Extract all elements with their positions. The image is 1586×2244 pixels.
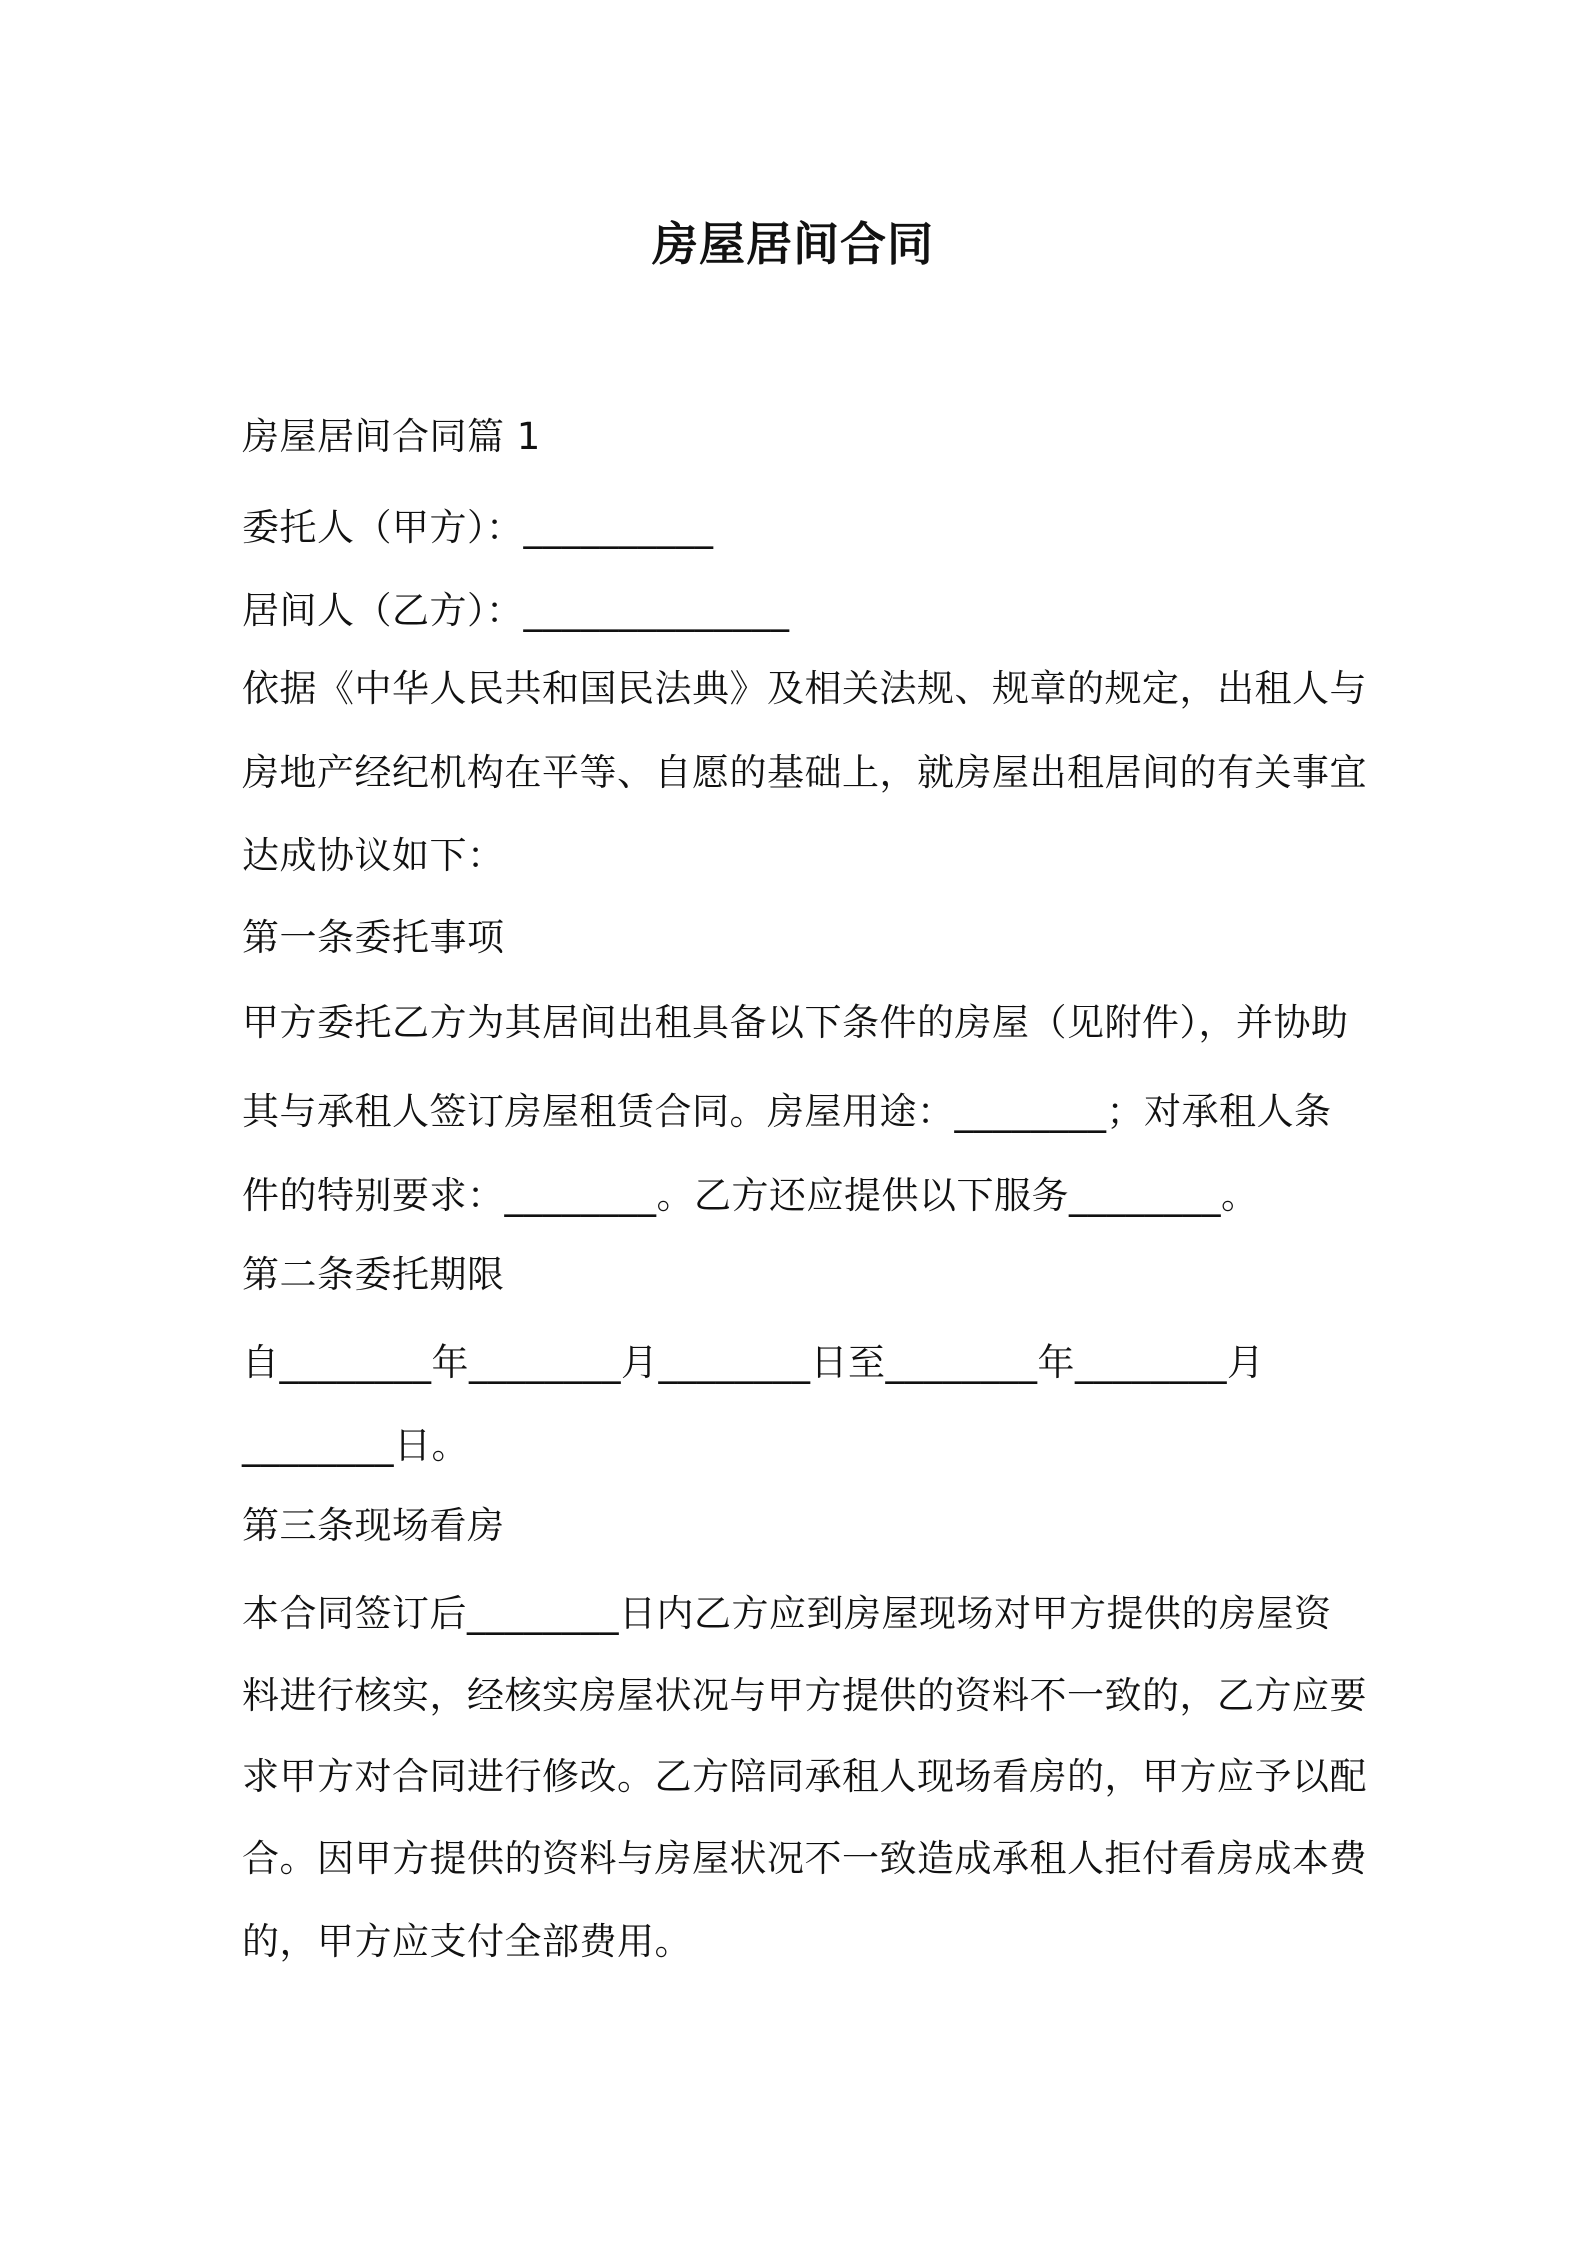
paragraph-line: 其与承租人签订房屋租赁合同。房屋用途：________；对承租人条	[242, 1090, 1332, 1133]
paragraph-line: ________日。	[242, 1424, 469, 1467]
paragraph-line: 依据《中华人民共和国民法典》及相关法规、规章的规定，出租人与	[242, 667, 1367, 710]
article-heading: 第三条现场看房	[242, 1504, 505, 1547]
paragraph-line: 甲方委托乙方为其居间出租具备以下条件的房屋（见附件），并协助	[242, 1001, 1349, 1044]
article-heading: 第一条委托事项	[242, 916, 505, 959]
paragraph-line: 本合同签订后________日内乙方应到房屋现场对甲方提供的房屋资	[242, 1592, 1332, 1635]
principal-party-line: 委托人（甲方）：__________	[242, 506, 714, 549]
section-heading: 房屋居间合同篇 1	[242, 415, 541, 458]
paragraph-line: 房地产经纪机构在平等、自愿的基础上，就房屋出租居间的有关事宜	[242, 751, 1367, 794]
document-title: 房屋居间合同	[652, 217, 934, 271]
paragraph-line: 自________年________月________日至________年________月	[242, 1341, 1265, 1384]
intermediary-party-line: 居间人（乙方）：______________	[242, 589, 790, 632]
paragraph-line: 件的特别要求：________。乙方还应提供以下服务________。	[242, 1174, 1259, 1217]
paragraph-line: 达成协议如下：	[242, 834, 505, 877]
paragraph-line: 的，甲方应支付全部费用。	[242, 1920, 692, 1963]
article-heading: 第二条委托期限	[242, 1253, 505, 1296]
paragraph-line: 料进行核实，经核实房屋状况与甲方提供的资料不一致的，乙方应要	[242, 1674, 1367, 1717]
paragraph-line: 合。因甲方提供的资料与房屋状况不一致造成承租人拒付看房成本费	[242, 1837, 1367, 1880]
paragraph-line: 求甲方对合同进行修改。乙方陪同承租人现场看房的，甲方应予以配	[242, 1755, 1367, 1798]
